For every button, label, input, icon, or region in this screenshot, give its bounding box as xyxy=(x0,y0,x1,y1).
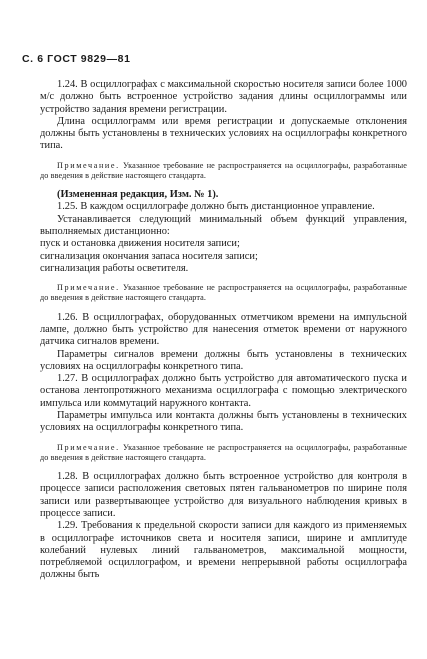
note-label: Примечание. xyxy=(57,442,120,452)
paragraph-1-25-functions: Устанавливается следующий минимальный объем функций управления, выполняемых дистанционно: xyxy=(40,213,407,238)
paragraph-1-24: 1.24. В осциллографах с максимальной скоростью носителя записи более 1000 м/с должно быть встроенное устройство задания длины осциллограммы или устройство задания времени регистрации. xyxy=(40,79,407,115)
note-1 xyxy=(40,161,407,181)
note-text: Указанное требование не распространяется на осциллографы, разработанные до введения в действие настоящего стандарта. xyxy=(40,442,407,462)
list-item: сигнализация работы осветителя. xyxy=(40,262,189,274)
page-header: С. 6 ГОСТ 9829—81 xyxy=(22,53,131,65)
paragraph-1-25: 1.25. В каждом осциллографе должно быть дистанционное управление. xyxy=(57,201,375,213)
paragraph-1-28: 1.28. В осциллографах должно быть встроенное устройство для контроля в процессе записи расположения световых пятен гальванометров по ширине поля записи или развертывающее устройство для визуального наблюдения кривых в процессе записи. xyxy=(40,471,407,519)
document-body xyxy=(40,79,407,582)
note-text: Указанное требование не распространяется на осциллографы, разработанные до введения в действие настоящего стандарта. xyxy=(40,283,407,303)
paragraph-1-27: 1.27. В осциллографах должно быть устройство для автоматического пуска и останова лентопротяжного механизма осциллографа с помощью электрического импульса или коммутаций наружного контакта. xyxy=(40,373,407,409)
note-text: Указанное требование не распространяется на осциллографы, разработанные до введения в действие настоящего стандарта. xyxy=(40,160,407,180)
edition-note: (Измененная редакция, Изм. № 1). xyxy=(57,189,219,201)
paragraph-1-24-length: Длина осциллограмм или время регистрации и допускаемые отклонения должны быть установлены в технических условиях на осциллографы конкретного типа. xyxy=(40,115,407,152)
note-3 xyxy=(40,443,407,463)
paragraph-1-26-params: Параметры сигналов времени должны быть установлены в технических условиях на осциллографы конкретного типа. xyxy=(40,348,407,372)
paragraph-1-29: 1.29. Требования к предельной скорости записи для каждого из применяемых в осциллографе источников света и носителя записи, ширине и амплитуде колебаний нулевых линий гальванометров, максимальной мощности, потребляемой осциллографом, и времени непрерывной работы осциллографа должны быть xyxy=(40,520,407,581)
paragraph-1-27-params: Параметры импульса или контакта должны быть установлены в технических условиях на осциллографы конкретного типа. xyxy=(40,410,407,434)
list-item: пуск и остановка движения носителя записи; xyxy=(40,238,240,250)
note-label: Примечание. xyxy=(57,160,120,170)
note-2 xyxy=(40,283,407,303)
note-label: Примечание. xyxy=(57,283,120,293)
list-item: сигнализация окончания запаса носителя записи; xyxy=(40,250,258,262)
paragraph-1-26: 1.26. В осциллографах, оборудованных отметчиком времени на импульсной лампе, должно быть устройство для нанесения отметок времени от наружного датчика сигналов времени. xyxy=(40,311,407,348)
